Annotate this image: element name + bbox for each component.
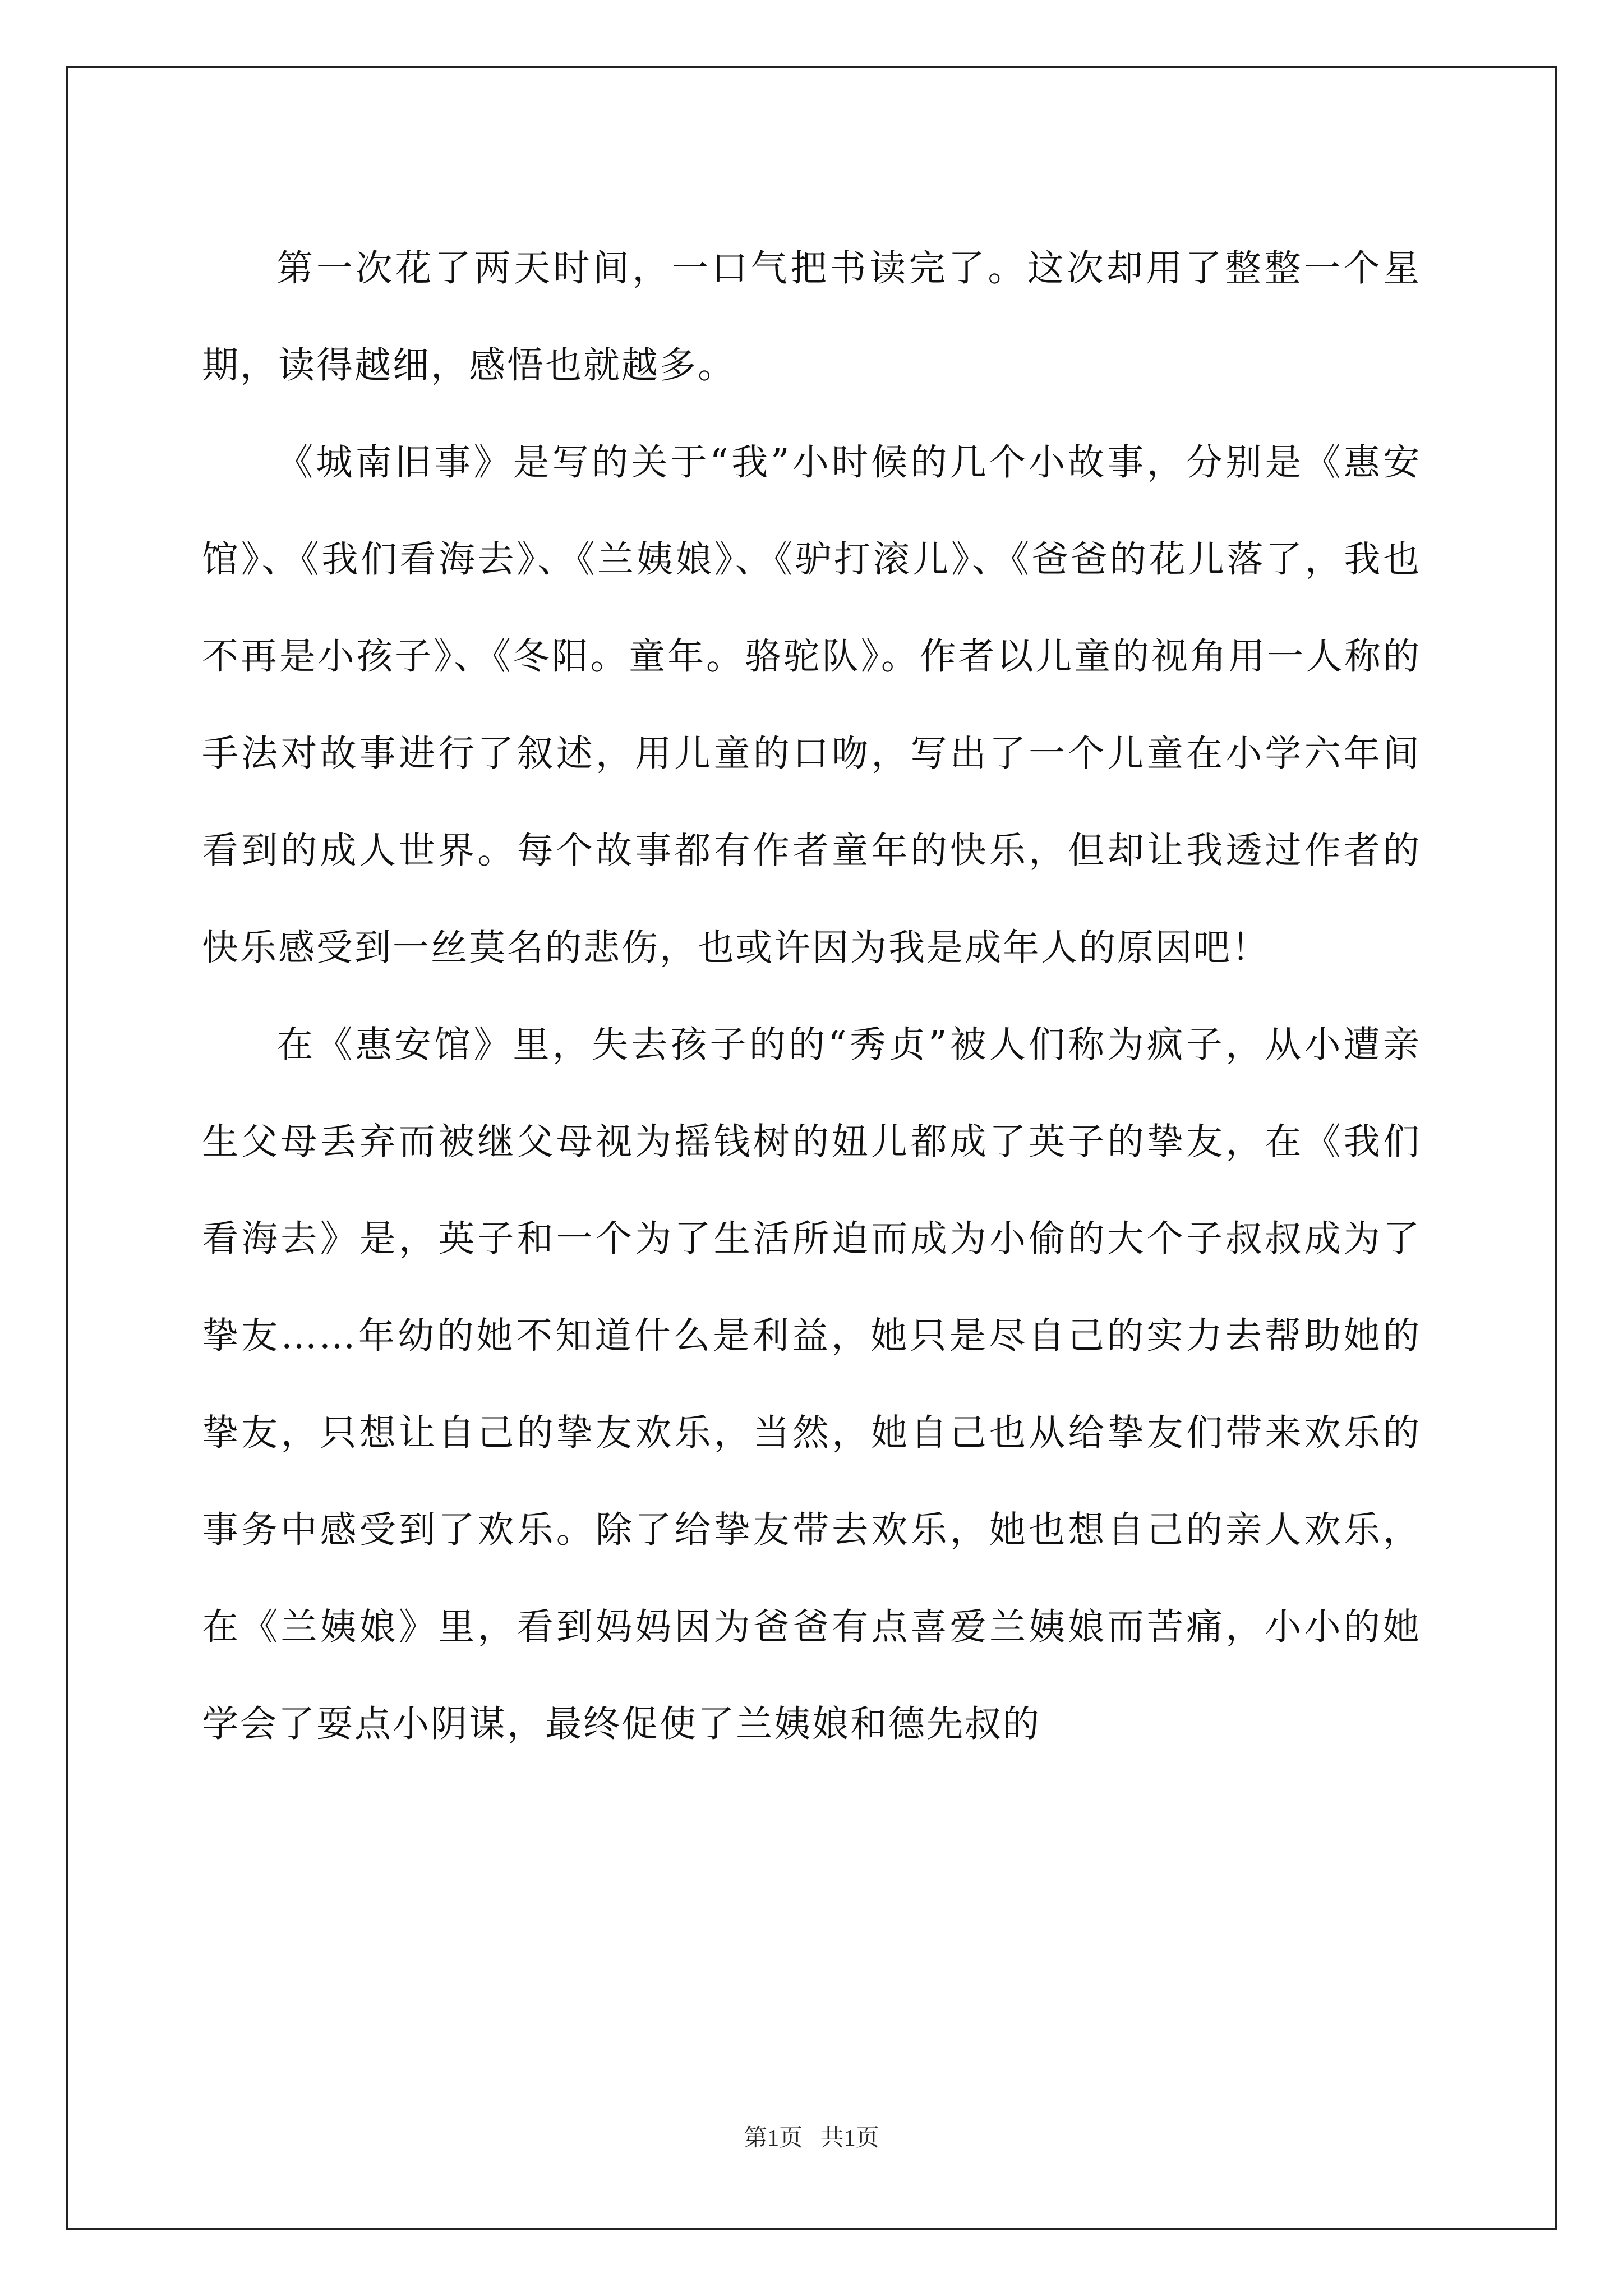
page-number: 第1页 bbox=[744, 2125, 803, 2151]
paragraph-3: 在《惠安馆》里，失去孩子的的“秀贞”被人们称为疯子，从小遭亲生父母丢弃而被继父母视为摇钱树的妞儿都成了英子的挚友，在《我们看海去》是，英子和一个为了生活所迫而成为小偷的大个子叔叔成为了挚友……年幼的她不知道什么是利益，她只是尽自己的实力去帮助她的挚友，只想让自己的挚友欢乐，当然，她自己也从给挚友们带来欢乐的事务中感受到了欢乐。除了给挚友带去欢乐，她也想自己的亲人欢乐，在《兰姨娘》里，看到妈妈因为爸爸有点喜爱兰姨娘而苦痛，小小的她学会了耍点小阴谋，最终促使了兰姨娘和德先叔的 bbox=[202, 1024, 1421, 1745]
paragraph-2: 《城南旧事》是写的关于“我”小时候的几个小故事，分别是《惠安馆》、《我们看海去》、《兰姨娘》、《驴打滚儿》、《爸爸的花儿落了，我也不再是小孩子》、《冬阳。童年。骆驼队》。作者以儿童的视角用一人称的手法对故事进行了叙述，用儿童的口吻，写出了一个儿童在小学六年间看到的成人世界。每个故事都有作者童年的快乐，但却让我透过作者的快乐感受到一丝莫名的悲伤，也或许因为我是成年人的原因吧！ bbox=[202, 441, 1421, 969]
page-total: 共1页 bbox=[820, 2125, 879, 2151]
document-body bbox=[202, 220, 1421, 1773]
page-footer bbox=[0, 2119, 1623, 2153]
paragraph-1: 第一次花了两天时间，一口气把书读完了。这次却用了整整一个星期，读得越细，感悟也就越多。 bbox=[202, 247, 1421, 386]
